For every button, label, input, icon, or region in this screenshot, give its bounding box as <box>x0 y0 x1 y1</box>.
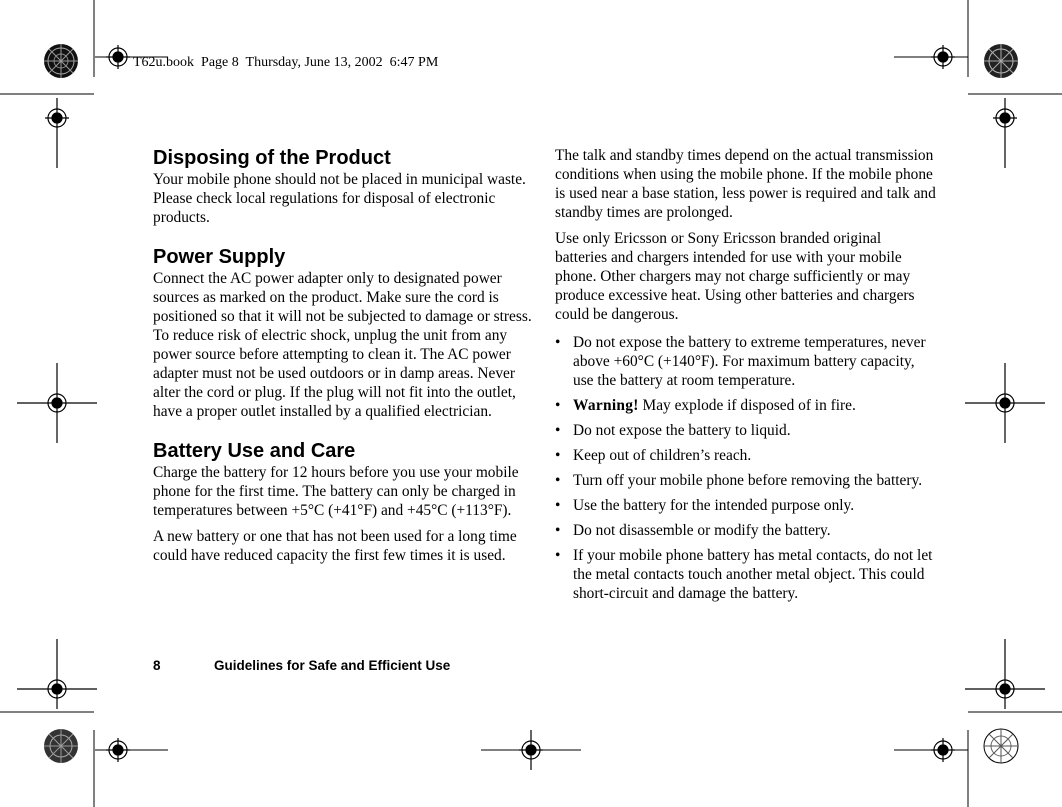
starburst-mark <box>984 729 1018 763</box>
page-number: 8 <box>153 658 161 673</box>
registration-crosshair <box>993 98 1017 168</box>
starburst-mark <box>44 729 78 763</box>
bullet-icon: • <box>555 447 561 464</box>
registration-crosshair <box>17 639 97 709</box>
bullet-icon: • <box>555 422 561 439</box>
bullet-icon: • <box>555 547 561 564</box>
left-column <box>153 146 535 583</box>
paragraph: Connect the AC power adapter only to designated power sources as marked on the product. Make sure the cord is positioned so that it will not be subjected to damage or stress. To reduce risk of electric shock, unplug the unit from any power source before attempting to clean it. The AC power adapter must not be used outdoors or in damp areas. Never alter the cord or plug. If the plug will not fit into the outlet, have a proper outlet installed by a qualified electrician. <box>153 270 532 420</box>
section-heading: Battery Use and Care <box>153 440 356 462</box>
registration-crosshair <box>931 45 955 69</box>
print-slug: T62u.book Page 8 Thursday, June 13, 2002 6:47 PM <box>133 55 439 70</box>
registration-crosshair <box>106 738 130 762</box>
registration-crosshair <box>17 363 97 443</box>
list-item: • Do not disassemble or modify the battery. <box>555 522 831 539</box>
starburst-mark <box>44 44 78 78</box>
bullet-icon: • <box>555 522 561 539</box>
registration-crosshair <box>45 98 69 168</box>
list-item-warning <box>555 396 937 415</box>
list-item: • Do not expose the battery to extreme temperatures, never above +60°C (+140°F). For maximum battery capacity, use the battery at room temperature. <box>555 334 926 389</box>
registration-crosshair <box>106 45 130 69</box>
section-disposing <box>153 146 535 227</box>
list-item: • If your mobile phone battery has metal contacts, do not let the metal contacts touch another metal object. This could short-circuit and damage the battery. <box>555 547 933 602</box>
paragraph: Use only Ericsson or Sony Ericsson branded original batteries and chargers intended for use with your mobile phone. Other chargers may not charge sufficiently or may produce excessive heat. Using other batteries and chargers could be dangerous. <box>555 230 915 323</box>
list-item: • Turn off your mobile phone before removing the battery. <box>555 472 923 489</box>
chapter-title: Guidelines for Safe and Efficient Use <box>214 658 451 673</box>
bullet-icon: • <box>555 497 561 514</box>
warning-text: May explode if disposed of in fire. <box>638 397 856 414</box>
list-item: • Use the battery for the intended purpose only. <box>555 497 855 514</box>
section-heading: Disposing of the Product <box>153 147 391 169</box>
section-heading: Power Supply <box>153 246 286 268</box>
list-item: • Do not expose the battery to liquid. <box>555 422 791 439</box>
bullet-icon: • <box>555 397 561 414</box>
registration-crosshair <box>931 738 955 762</box>
right-column <box>555 146 937 609</box>
paragraph: Your mobile phone should not be placed in municipal waste. Please check local regulations for disposal of electronic products. <box>153 171 526 226</box>
registration-crosshair <box>965 639 1045 709</box>
section-battery-use <box>153 439 535 565</box>
list-item: • Keep out of children’s reach. <box>555 447 752 464</box>
starburst-mark <box>984 44 1018 78</box>
section-power-supply <box>153 245 535 421</box>
registration-crosshair <box>965 363 1045 443</box>
battery-bullet-list <box>555 333 937 603</box>
registration-crosshair <box>519 730 543 770</box>
paragraph: Charge the battery for 12 hours before you use your mobile phone for the first time. The battery can only be charged in temperatures between +5°C (+41°F) and +45°C (+113°F). <box>153 464 519 519</box>
bullet-icon: • <box>555 334 561 351</box>
paragraph: The talk and standby times depend on the actual transmission conditions when using the mobile phone. If the mobile phone is used near a base station, less power is required and talk and standby times are prolonged. <box>555 147 936 221</box>
warning-label: Warning! <box>573 397 639 414</box>
paragraph: A new battery or one that has not been used for a long time could have reduced capacity the first few times it is used. <box>153 528 517 564</box>
bullet-icon: • <box>555 472 561 489</box>
